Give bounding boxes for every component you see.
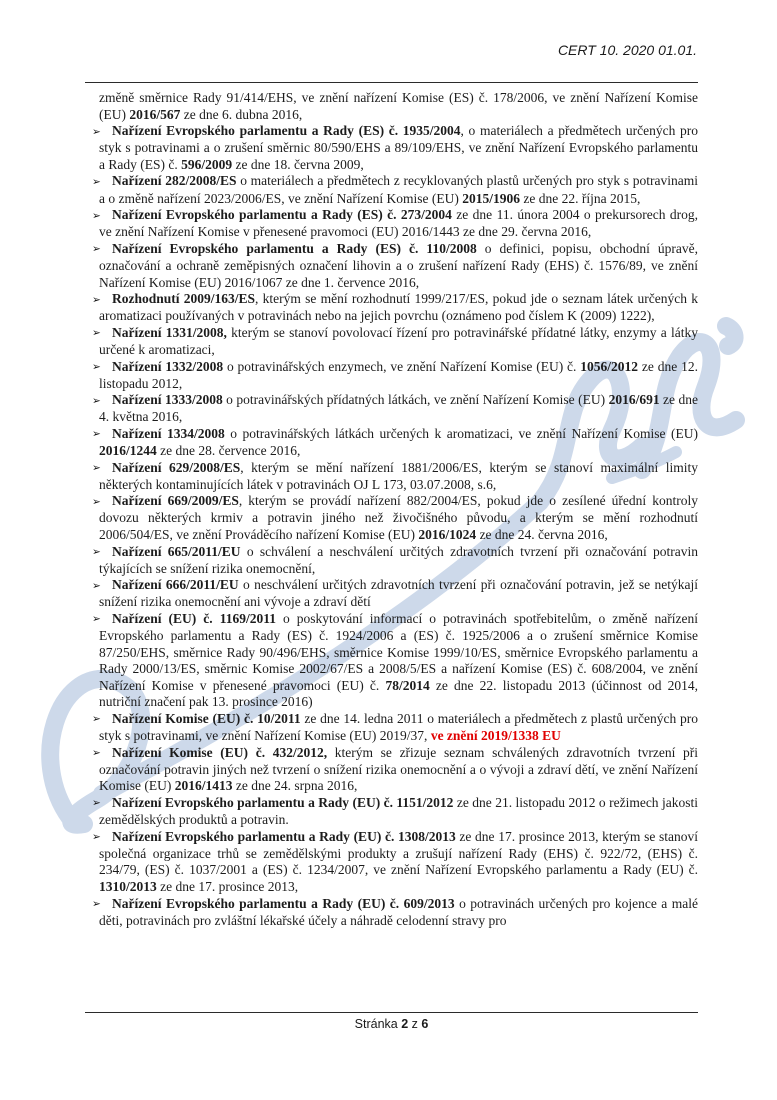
regulation-number-bold: 78/2014 [385, 677, 430, 693]
regulation-item [92, 291, 698, 325]
body-text: ze dne 18. června 2009, [232, 156, 364, 172]
body-text: o neschválení určitých zdravotních tvrzení při označování potravin, jež se netýkají snížení rizika onemocnění ani vývoje a zdraví dětí [99, 577, 698, 610]
regulation-text [99, 173, 698, 205]
regulation-text [99, 611, 698, 709]
regulation-text [99, 207, 698, 239]
regulation-item [92, 123, 698, 173]
regulation-text [99, 291, 698, 323]
regulation-item [92, 710, 698, 745]
regulation-number-bold: Nařízení Evropského parlamentu a Rady (ES) č. 273/2004 [112, 207, 452, 223]
header-doc-code: CERT 10. 2020 01.01. [557, 42, 697, 58]
footer-page-number [85, 1017, 698, 1031]
regulation-number-bold: Nařízení Evropského parlamentu a Rady (EU) č. 1151/2012 [112, 794, 454, 810]
body-text: ze dne 28. července 2016, [156, 442, 301, 458]
body-text: ze dne 22. listopadu 2013 (účinnost od 2014, nutriční značení pak 13. prosince 2016) [99, 677, 698, 710]
body-text: kterým se stanoví povolovací řízení pro potravinářské přídatné látky, enzymy a látky určené k aromatizaci, [99, 324, 698, 357]
regulation-item [92, 828, 698, 896]
body-text: ze dne 17. prosince 2013, kterým se stanoví společná organizace trhů se zemědělskými produkty a zrušují nařízení Rady (EHS) č. 922/72, (EHS) č. 234/79, (ES) č. 1037/2001 a (ES) č. 1234/2007, ve znění Nařízení Evropského parlamentu a Rady (EU) č. [99, 828, 698, 878]
regulation-number-bold: 2 [401, 1017, 409, 1031]
document-body [92, 90, 699, 929]
regulation-number-bold: Nařízení 1332/2008 [112, 358, 224, 374]
regulation-item [92, 173, 699, 207]
regulation-item [92, 207, 698, 241]
arrow-bullet-icon: ➢ [92, 327, 101, 340]
regulation-number-bold: Nařízení 1331/2008, [112, 324, 227, 340]
regulation-number-bold: 1056/2012 [580, 358, 639, 374]
regulation-number-bold: Nařízení (EU) č. 1169/2011 [112, 610, 276, 626]
body-text: ze dne 14. ledna 2011 o materiálech a předmětech z plastů určených pro styk s potravinami, ve znění Nařízení Komise (EU) 2019/37, [99, 710, 698, 744]
regulation-item [92, 794, 698, 829]
arrow-bullet-icon: ➢ [92, 462, 101, 475]
regulation-number-bold: 2016/1244 [99, 442, 157, 458]
regulation-text [99, 544, 698, 576]
regulation-text [99, 426, 698, 458]
regulation-number-bold: 2016/691 [608, 392, 660, 408]
regulation-text [99, 577, 698, 609]
regulation-number-bold: Nařízení Evropského parlamentu a Rady (ES) č. 1935/2004 [112, 123, 461, 139]
watermark-stroke [726, 326, 735, 346]
body-text: o poskytování informací o potravinách spotřebitelům, o změně nařízení Evropského parlamentu a Rady (ES) č. 1924/2006 a (ES) č. 1925/2006 a o zrušení směrnice Komise 87/250/EHS, směrnice Rady 90/496/EHS, směrnice Komise 1999/10/ES, směrnice Evropského parlamentu a Rady 2000/13/ES, směrnic Komise 2002/67/ES a 2008/5/ES a nařízení Komise (ES) č. 608/2004, ve znění Nařízení Komise v přenesené pravomoci (EU) č. [99, 610, 698, 693]
regulation-item [92, 744, 698, 795]
body-text: ze dne 17. prosince 2013, [156, 878, 299, 894]
body-text: kterým se zřizuje seznam schválených zdravotních tvrzení při označování potravin jiných než tvrzení o snížení rizika onemocnění a o vývoji a zdraví dětí, ve znění Nařízení Komise (EU) [99, 744, 698, 794]
regulation-number-bold: Nařízení 669/2009/ES [112, 493, 239, 509]
regulation-item [92, 392, 698, 426]
body-text: ze dne 24. června 2016, [476, 526, 608, 542]
regulation-text [99, 745, 698, 794]
body-text: o definici, popisu, obchodní úpravě, označování a ochraně zeměpisných označení lihovin a o zrušení nařízení Rady (EHS) č. 1576/89, ve znění Nařízení Komise (EU) 2016/1067 ze dne 1. července 2016, [99, 240, 699, 290]
body-text: o potravinářských látkách určených k aromatizaci, ve znění Nařízení Komise (EU) [224, 425, 698, 441]
intro-paragraph [99, 90, 698, 123]
body-text: ze dne 11. února 2004 o prekursorech drog, ve znění Nařízení Komise v přenesené pravomoci (EU) 2016/1443 ze dne 29. června 2016, [99, 207, 698, 240]
arrow-bullet-icon: ➢ [92, 797, 101, 810]
arrow-bullet-icon: ➢ [92, 579, 101, 592]
arrow-bullet-icon: ➢ [92, 747, 101, 760]
arrow-bullet-icon: ➢ [92, 361, 101, 373]
arrow-bullet-icon: ➢ [92, 209, 101, 222]
body-text: o potravinách určených pro kojence a malé děti, potravinách pro zvláštní lékařské účely a náhradě celodenní stravy pro [99, 895, 698, 928]
arrow-bullet-icon: ➢ [92, 713, 101, 726]
regulation-number-bold: 2015/1906 [462, 190, 521, 206]
regulation-text [99, 896, 698, 928]
regulation-number-bold: Nařízení 666/2011/EU [112, 577, 239, 593]
regulation-text [99, 392, 698, 424]
body-text: ze dne 6. dubna 2016, [180, 106, 303, 122]
arrow-bullet-icon: ➢ [92, 546, 101, 559]
regulation-item [92, 425, 698, 460]
body-text: , kterým se mění nařízení 1881/2006/ES, kterým se stanoví maximální limity některých kontaminujících látek v potravinách OJ L 173, 03.07.2008, s.6, [99, 459, 698, 492]
regulation-number-bold: Nařízení 282/2008/ES [112, 173, 237, 189]
body-text: ze dne 24. srpna 2016, [232, 778, 358, 794]
body-text: ze dne 22. října 2015, [520, 190, 641, 206]
regulation-number-bold: 2016/1413 [174, 778, 233, 794]
body-text: , o materiálech a předmětech určených pro styk s potravinami a o zrušení směrnic 80/590/EHS a 89/109/EHS, ve znění Nařízení Evropského parlamentu a Rady (ES) č. [99, 123, 698, 172]
regulation-number-bold: Rozhodnutí 2009/163/ES [112, 291, 256, 307]
regulation-number-bold: Nařízení 629/2008/ES [112, 459, 241, 475]
regulation-number-bold: Nařízení 1334/2008 [112, 425, 225, 441]
regulation-number-bold: Nařízení Evropského parlamentu a Rady (EU) č. 1308/2013 [112, 828, 456, 844]
body-text: , kterým se mění rozhodnutí 1999/217/ES, pokud jde o seznam látek určených k aromatizaci používaných v potravinách nebo na jejich povrchu (oznámeno pod číslem K (2009) 1222), [99, 291, 698, 324]
arrow-bullet-icon: ➢ [92, 428, 101, 441]
footer-rule [85, 1012, 698, 1013]
arrow-bullet-icon: ➢ [92, 495, 101, 508]
regulation-number-bold: Nařízení 1333/2008 [112, 392, 223, 408]
regulation-number-bold: 2016/567 [129, 106, 181, 122]
regulation-text [99, 359, 698, 391]
regulation-list [92, 123, 699, 929]
regulation-text [99, 493, 698, 542]
regulation-item [92, 358, 698, 393]
regulation-item [92, 577, 698, 611]
regulation-number-bold: Nařízení Evropského parlamentu a Rady (ES) č. 110/2008 [112, 240, 477, 256]
body-text: o potravinářských přídatných látkách, ve znění Nařízení Komise (EU) [222, 392, 609, 408]
regulation-text [99, 711, 698, 743]
arrow-bullet-icon: ➢ [92, 898, 101, 910]
regulation-item [92, 459, 698, 494]
regulation-text [99, 460, 698, 492]
body-text: o schválení a neschválení určitých zdravotních tvrzení při označování potravin týkajících se snížení rizika onemocnění, [99, 543, 698, 576]
regulation-item [92, 240, 699, 291]
regulation-text [99, 123, 698, 172]
arrow-bullet-icon: ➢ [92, 243, 101, 256]
regulation-number-bold: 596/2009 [181, 156, 233, 172]
regulation-number-bold: Nařízení Komise (EU) č. 10/2011 [112, 710, 301, 726]
regulation-number-bold: Nařízení Evropského parlamentu a Rady (EU) č. 609/2013 [112, 895, 455, 911]
regulation-text [99, 241, 698, 290]
body-text: ze dne 21. listopadu 2012 o režimech jakosti zemědělských produktů a potravin. [99, 794, 698, 828]
arrow-bullet-icon: ➢ [92, 175, 101, 188]
body-text: Stránka [354, 1017, 402, 1031]
regulation-text [99, 829, 698, 894]
regulation-item [92, 610, 698, 711]
amendment-red-text: ve znění 2019/1338 EU [430, 728, 561, 744]
body-text: o materiálech a předmětech z recyklovaných plastů určených pro styk s potravinami a o změně nařízení 2023/2006/ES, ve znění Nařízení Komise (EU) [99, 173, 699, 206]
body-text: z [408, 1017, 422, 1031]
regulation-text [99, 325, 698, 357]
regulation-item [92, 324, 698, 359]
body-text: změně směrnice Rady 91/414/EHS, ve znění nařízení Komise (ES) č. 178/2006, ve znění Nařízení Komise (EU) [99, 90, 698, 122]
regulation-item [92, 493, 698, 543]
arrow-bullet-icon: ➢ [92, 125, 101, 138]
regulation-number-bold: 6 [421, 1017, 429, 1031]
body-text: ze dne 12. listopadu 2012, [99, 358, 698, 391]
header-rule [85, 82, 698, 83]
body-text: o potravinářských enzymech, ve znění Nařízení Komise (EU) č. [223, 358, 581, 374]
arrow-bullet-icon: ➢ [92, 613, 101, 626]
regulation-number-bold: 1310/2013 [99, 878, 157, 894]
body-text: , kterým se provádí nařízení 882/2004/ES, pokud jde o zesílené úřední kontroly dovozu některých krmiv a potravin jiného než živočišného původu, a kterým se mění rozhodnutí 2006/504/ES, ve znění Prováděcího nařízení Komise (EU) [99, 493, 698, 542]
body-text: ze dne 4. května 2016, [99, 392, 698, 425]
regulation-item [92, 895, 698, 930]
arrow-bullet-icon: ➢ [92, 394, 101, 407]
arrow-bullet-icon: ➢ [92, 293, 101, 306]
arrow-bullet-icon: ➢ [92, 831, 101, 844]
regulation-number-bold: 2016/1024 [418, 526, 477, 542]
regulation-item [92, 543, 698, 578]
regulation-number-bold: Nařízení 665/2011/EU [112, 543, 241, 559]
regulation-number-bold: Nařízení Komise (EU) č. 432/2012, [112, 744, 328, 760]
regulation-text [99, 795, 698, 827]
